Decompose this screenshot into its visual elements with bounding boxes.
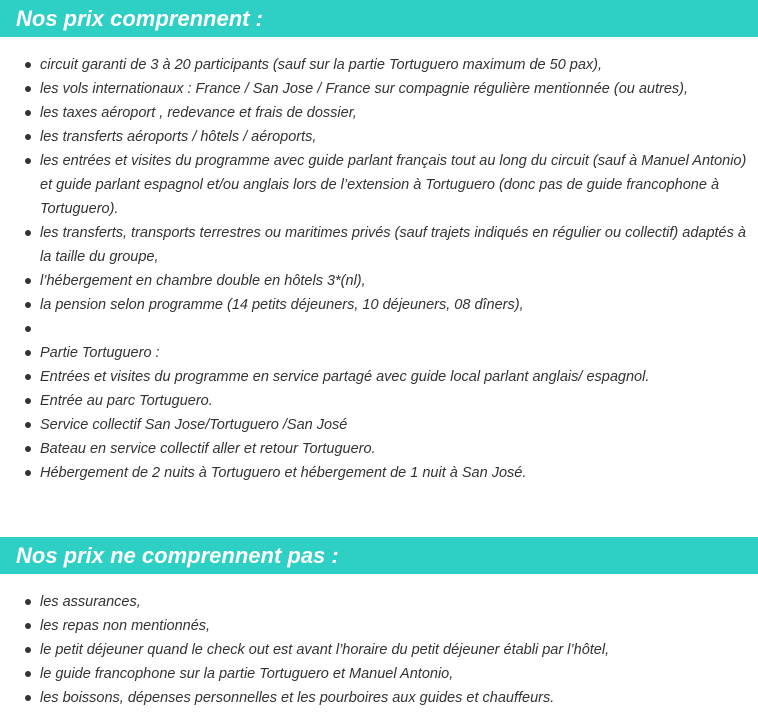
list-item: les transferts, transports terrestres ou maritimes privés (sauf trajets indiqués en régulier ou collectif) adaptés à la taille du groupe, — [0, 221, 752, 269]
list-item: le guide francophone sur la partie Tortuguero et Manuel Antonio, — [0, 662, 752, 686]
list-item: le petit déjeuner quand le check out est avant l’horaire du petit déjeuner établi par l’hôtel, — [0, 638, 752, 662]
list-item: les boissons, dépenses personnelles et les pourboires aux guides et chauffeurs. — [0, 686, 752, 710]
list-item: les entrées et visites du programme avec guide parlant français tout au long du circuit (sauf à Manuel Antonio) et guide parlant espagnol et/ou anglais lors de l’extension à Tortuguero (donc pas de guide francophone à Tortuguero). — [0, 149, 752, 221]
list-item: les transferts aéroports / hôtels / aéroports, — [0, 125, 752, 149]
included-list — [0, 37, 758, 485]
list-item: les vols internationaux : France / San Jose / France sur compagnie régulière mentionnée (ou autres), — [0, 77, 752, 101]
list-item: Hébergement de 2 nuits à Tortuguero et hébergement de 1 nuit à San José. — [0, 461, 752, 485]
list-item-empty — [0, 317, 752, 341]
list-item: la pension selon programme (14 petits déjeuners, 10 déjeuners, 08 dîners), — [0, 293, 752, 317]
excluded-section — [0, 537, 758, 710]
list-item: circuit garanti de 3 à 20 participants (sauf sur la partie Tortuguero maximum de 50 pax), — [0, 53, 752, 77]
list-item: Entrées et visites du programme en service partagé avec guide local parlant anglais/ espagnol. — [0, 365, 752, 389]
excluded-heading: Nos prix ne comprennent pas : — [0, 537, 758, 574]
list-item: l’hébergement en chambre double en hôtels 3*(nl), — [0, 269, 752, 293]
included-heading: Nos prix comprennent : — [0, 0, 758, 37]
list-item: Partie Tortuguero : — [0, 341, 752, 365]
list-item: les assurances, — [0, 590, 752, 614]
list-item: les repas non mentionnés, — [0, 614, 752, 638]
list-item: Entrée au parc Tortuguero. — [0, 389, 752, 413]
list-item: Service collectif San Jose/Tortuguero /San José — [0, 413, 752, 437]
excluded-list — [0, 574, 758, 710]
list-item: les taxes aéroport , redevance et frais de dossier, — [0, 101, 752, 125]
list-item: Bateau en service collectif aller et retour Tortuguero. — [0, 437, 752, 461]
